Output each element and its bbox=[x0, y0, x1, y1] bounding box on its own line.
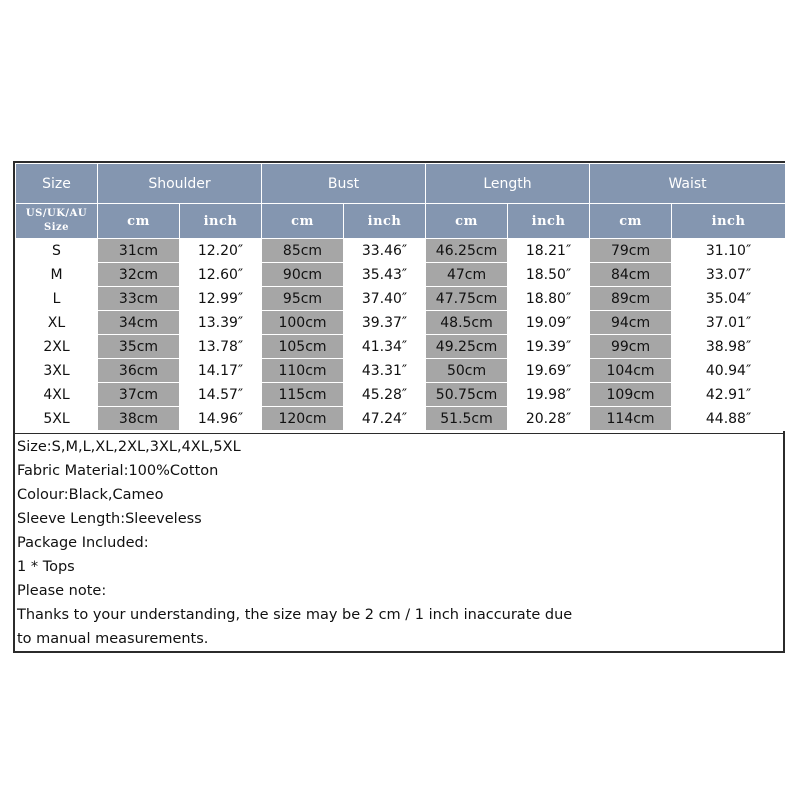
size-chart-frame bbox=[13, 161, 785, 653]
inch-value-cell: 35.43″ bbox=[344, 263, 426, 287]
unit-cm: cm bbox=[426, 204, 508, 239]
cm-value-cell: 51.5cm bbox=[426, 407, 508, 431]
inch-value-cell: 45.28″ bbox=[344, 383, 426, 407]
inch-value-cell: 33.07″ bbox=[672, 263, 786, 287]
cm-value-cell: 79cm bbox=[590, 239, 672, 263]
inch-value-cell: 14.17″ bbox=[180, 359, 262, 383]
inch-value-cell: 14.57″ bbox=[180, 383, 262, 407]
size-cell: 5XL bbox=[16, 407, 98, 431]
inch-value-cell: 40.94″ bbox=[672, 359, 786, 383]
cm-value-cell: 110cm bbox=[262, 359, 344, 383]
bust-header: Bust bbox=[262, 164, 426, 204]
inch-value-cell: 37.40″ bbox=[344, 287, 426, 311]
note-line: Fabric Material:100%Cotton bbox=[17, 463, 219, 479]
header-row bbox=[16, 164, 786, 204]
note-line: Colour:Black,Cameo bbox=[17, 487, 164, 503]
size-system-caption bbox=[16, 204, 98, 239]
inch-value-cell: 42.91″ bbox=[672, 383, 786, 407]
inch-value-cell: 18.21″ bbox=[508, 239, 590, 263]
size-cell: XL bbox=[16, 311, 98, 335]
note-line: 1 * Tops bbox=[17, 559, 75, 575]
size-header: Size bbox=[16, 164, 98, 204]
cm-value-cell: 34cm bbox=[98, 311, 180, 335]
cm-value-cell: 49.25cm bbox=[426, 335, 508, 359]
inch-value-cell: 35.04″ bbox=[672, 287, 786, 311]
table-divider bbox=[15, 433, 783, 434]
note-line: to manual measurements. bbox=[17, 631, 209, 647]
cm-value-cell: 36cm bbox=[98, 359, 180, 383]
inch-value-cell: 12.20″ bbox=[180, 239, 262, 263]
cm-value-cell: 47cm bbox=[426, 263, 508, 287]
size-cell: M bbox=[16, 263, 98, 287]
note-line: Please note: bbox=[17, 583, 107, 599]
cm-value-cell: 115cm bbox=[262, 383, 344, 407]
note-line: Sleeve Length:Sleeveless bbox=[17, 511, 202, 527]
cm-value-cell: 50.75cm bbox=[426, 383, 508, 407]
table-row bbox=[16, 407, 786, 431]
cm-value-cell: 100cm bbox=[262, 311, 344, 335]
length-header: Length bbox=[426, 164, 590, 204]
unit-inch: inch bbox=[344, 204, 426, 239]
size-cell: 3XL bbox=[16, 359, 98, 383]
unit-inch: inch bbox=[180, 204, 262, 239]
inch-value-cell: 12.99″ bbox=[180, 287, 262, 311]
cm-value-cell: 84cm bbox=[590, 263, 672, 287]
size-system-caption-line1: US/UK/AU bbox=[25, 208, 88, 219]
note-line: Size:S,M,L,XL,2XL,3XL,4XL,5XL bbox=[17, 439, 241, 455]
inch-value-cell: 18.80″ bbox=[508, 287, 590, 311]
inch-value-cell: 12.60″ bbox=[180, 263, 262, 287]
inch-value-cell: 33.46″ bbox=[344, 239, 426, 263]
unit-inch: inch bbox=[508, 204, 590, 239]
cm-value-cell: 109cm bbox=[590, 383, 672, 407]
size-cell: S bbox=[16, 239, 98, 263]
cm-value-cell: 85cm bbox=[262, 239, 344, 263]
unit-header-row bbox=[16, 204, 786, 239]
inch-value-cell: 38.98″ bbox=[672, 335, 786, 359]
inch-value-cell: 37.01″ bbox=[672, 311, 786, 335]
cm-value-cell: 47.75cm bbox=[426, 287, 508, 311]
inch-value-cell: 19.69″ bbox=[508, 359, 590, 383]
table-row bbox=[16, 383, 786, 407]
inch-value-cell: 14.96″ bbox=[180, 407, 262, 431]
inch-value-cell: 13.39″ bbox=[180, 311, 262, 335]
cm-value-cell: 35cm bbox=[98, 335, 180, 359]
inch-value-cell: 31.10″ bbox=[672, 239, 786, 263]
size-cell: L bbox=[16, 287, 98, 311]
size-chart-table bbox=[15, 163, 786, 431]
cm-value-cell: 38cm bbox=[98, 407, 180, 431]
cm-value-cell: 31cm bbox=[98, 239, 180, 263]
inch-value-cell: 41.34″ bbox=[344, 335, 426, 359]
unit-inch: inch bbox=[672, 204, 786, 239]
table-row bbox=[16, 263, 786, 287]
inch-value-cell: 19.09″ bbox=[508, 311, 590, 335]
cm-value-cell: 50cm bbox=[426, 359, 508, 383]
table-row bbox=[16, 359, 786, 383]
shoulder-header: Shoulder bbox=[98, 164, 262, 204]
cm-value-cell: 104cm bbox=[590, 359, 672, 383]
table-row bbox=[16, 335, 786, 359]
inch-value-cell: 43.31″ bbox=[344, 359, 426, 383]
cm-value-cell: 114cm bbox=[590, 407, 672, 431]
cm-value-cell: 90cm bbox=[262, 263, 344, 287]
inch-value-cell: 47.24″ bbox=[344, 407, 426, 431]
cm-value-cell: 48.5cm bbox=[426, 311, 508, 335]
table-row bbox=[16, 311, 786, 335]
inch-value-cell: 13.78″ bbox=[180, 335, 262, 359]
unit-cm: cm bbox=[590, 204, 672, 239]
inch-value-cell: 44.88″ bbox=[672, 407, 786, 431]
inch-value-cell: 39.37″ bbox=[344, 311, 426, 335]
cm-value-cell: 46.25cm bbox=[426, 239, 508, 263]
cm-value-cell: 94cm bbox=[590, 311, 672, 335]
cm-value-cell: 33cm bbox=[98, 287, 180, 311]
unit-cm: cm bbox=[262, 204, 344, 239]
size-system-caption-line2: Size bbox=[43, 222, 70, 233]
table-row bbox=[16, 239, 786, 263]
note-line: Package Included: bbox=[17, 535, 149, 551]
table-row bbox=[16, 287, 786, 311]
note-line: Thanks to your understanding, the size may be 2 cm / 1 inch inaccurate due bbox=[17, 607, 573, 623]
unit-cm: cm bbox=[98, 204, 180, 239]
inch-value-cell: 20.28″ bbox=[508, 407, 590, 431]
cm-value-cell: 99cm bbox=[590, 335, 672, 359]
product-notes bbox=[17, 435, 781, 651]
cm-value-cell: 89cm bbox=[590, 287, 672, 311]
inch-value-cell: 18.50″ bbox=[508, 263, 590, 287]
cm-value-cell: 32cm bbox=[98, 263, 180, 287]
inch-value-cell: 19.98″ bbox=[508, 383, 590, 407]
cm-value-cell: 95cm bbox=[262, 287, 344, 311]
waist-header: Waist bbox=[590, 164, 786, 204]
cm-value-cell: 37cm bbox=[98, 383, 180, 407]
inch-value-cell: 19.39″ bbox=[508, 335, 590, 359]
size-cell: 2XL bbox=[16, 335, 98, 359]
cm-value-cell: 105cm bbox=[262, 335, 344, 359]
size-chart-body bbox=[16, 239, 786, 431]
size-cell: 4XL bbox=[16, 383, 98, 407]
cm-value-cell: 120cm bbox=[262, 407, 344, 431]
